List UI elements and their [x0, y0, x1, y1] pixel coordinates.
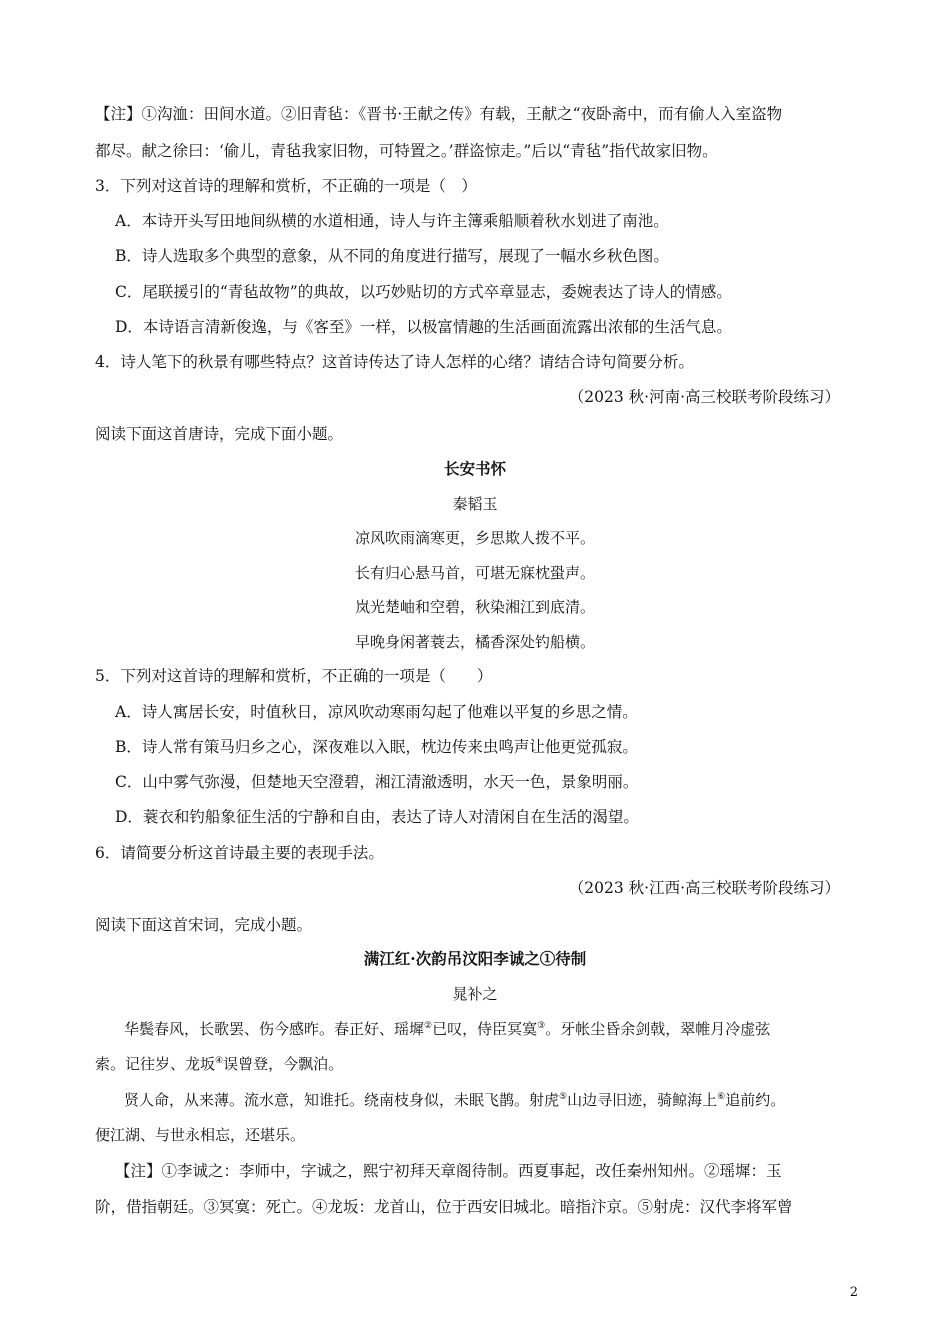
- poem-2-stanza-1-line-1: 华鬓春风，长歌罢、伤今感昨。春正好、瑶墀②已叹，侍臣冥寞③。牙帐尘昏余剑戟，翠帷月冷虚弦: [124, 1020, 771, 1038]
- poem-2-title: 满江红·次韵吊汶阳李诚之①待制: [363, 949, 587, 968]
- poem-1-line-1: 凉风吹雨滴寒更，乡思欺人拨不平。: [354, 529, 595, 547]
- question-5-option-d: D．蓑衣和钓船象征生活的宁静和自由，表达了诗人对清闲自在生活的渴望。: [115, 808, 639, 826]
- question-3-option-c: C．尾联援引的“青毡故物”的典故，以巧妙贴切的方式卒章显志，委婉表达了诗人的情感。: [115, 283, 732, 301]
- page-number: 2: [849, 1285, 858, 1300]
- note-2-line-1: 【注】①李诚之：李师中，字诚之，熙宁初拜天章阁待制。西夏事起，改任秦州知州。②瑶墀：玉: [115, 1162, 782, 1180]
- poem-2-stanza-2-line-1: 贤人命，从来薄。流水意，知谁托。绕南枝身似，未眠飞鹊。射虎⑤山边寻旧迹，骑鲸海上⑥追前约。: [124, 1091, 786, 1109]
- question-5-option-a: A．诗人寓居长安，时值秋日，凉风吹动寒雨勾起了他难以平复的乡思之情。: [115, 703, 638, 721]
- poem-1-line-4: 早晚身闲著蓑去，橘香深处钓船横。: [354, 633, 595, 651]
- note-2-line-2: 阶，借指朝廷。③冥寞：死亡。④龙坂：龙首山，位于西安旧城北。暗指汴京。⑤射虎：汉代李将军曾: [95, 1198, 793, 1216]
- question-6: 6．请简要分析这首诗最主要的表现手法。: [95, 844, 384, 862]
- poem-1-author: 秦韬玉: [452, 495, 498, 513]
- poem-1-line-3: 岚光楚岫和空碧，秋染湘江到底清。: [354, 598, 595, 616]
- note-1-line-2: 都尽。献之徐曰：‘偷儿，青毡我家旧物，可特置之。’群盗惊走。”后以“青毡”指代故家旧物。: [95, 142, 718, 160]
- question-3: 3．下列对这首诗的理解和赏析，不正确的一项是（ ）: [95, 177, 477, 195]
- note-1-line-1: 【注】①沟洫：田间水道。②旧青毡：《晋书·王献之传》有载，王献之“夜卧斋中，而有偷人入室盗物: [95, 105, 783, 123]
- poem-2-author: 晁补之: [452, 985, 498, 1003]
- poem-1-title: 长安书怀: [443, 459, 506, 478]
- question-5-option-b: B．诗人常有策马归乡之心，深夜难以入眠，枕边传来虫鸣声让他更觉孤寂。: [115, 738, 638, 756]
- poem-1-line-2: 长有归心悬马首，可堪无寐枕蛩声。: [354, 564, 595, 582]
- question-3-option-d: D．本诗语言清新俊逸，与《客至》一样，以极富情趣的生活画面流露出浓郁的生活气息。: [115, 318, 732, 336]
- question-4: 4．诗人笔下的秋景有哪些特点？这首诗传达了诗人怎样的心绪？请结合诗句简要分析。: [95, 353, 694, 371]
- source-2: （2023 秋·江西·高三校联考阶段练习）: [568, 879, 840, 897]
- intro-1: 阅读下面这首唐诗，完成下面小题。: [95, 425, 344, 443]
- question-3-option-a: A．本诗开头写田地间纵横的水道相通，诗人与许主簿乘船顺着秋水划进了南池。: [115, 212, 669, 230]
- question-3-option-b: B．诗人选取多个典型的意象，从不同的角度进行描写，展现了一幅水乡秋色图。: [115, 247, 669, 265]
- question-5-option-c: C．山中雾气弥漫，但楚地天空澄碧，湘江清澈透明，水天一色，景象明丽。: [115, 773, 639, 791]
- question-5: 5．下列对这首诗的理解和赏析，不正确的一项是（ ）: [95, 667, 493, 685]
- poem-2-stanza-1-line-2: 索。记往岁、龙坂④误曾登，今飘泊。: [95, 1055, 344, 1073]
- intro-2: 阅读下面这首宋词，完成小题。: [95, 916, 313, 934]
- source-1: （2023 秋·河南·高三校联考阶段练习）: [568, 388, 840, 406]
- poem-2-stanza-2-line-2: 便江湖、与世永相忘，还堪乐。: [95, 1126, 306, 1144]
